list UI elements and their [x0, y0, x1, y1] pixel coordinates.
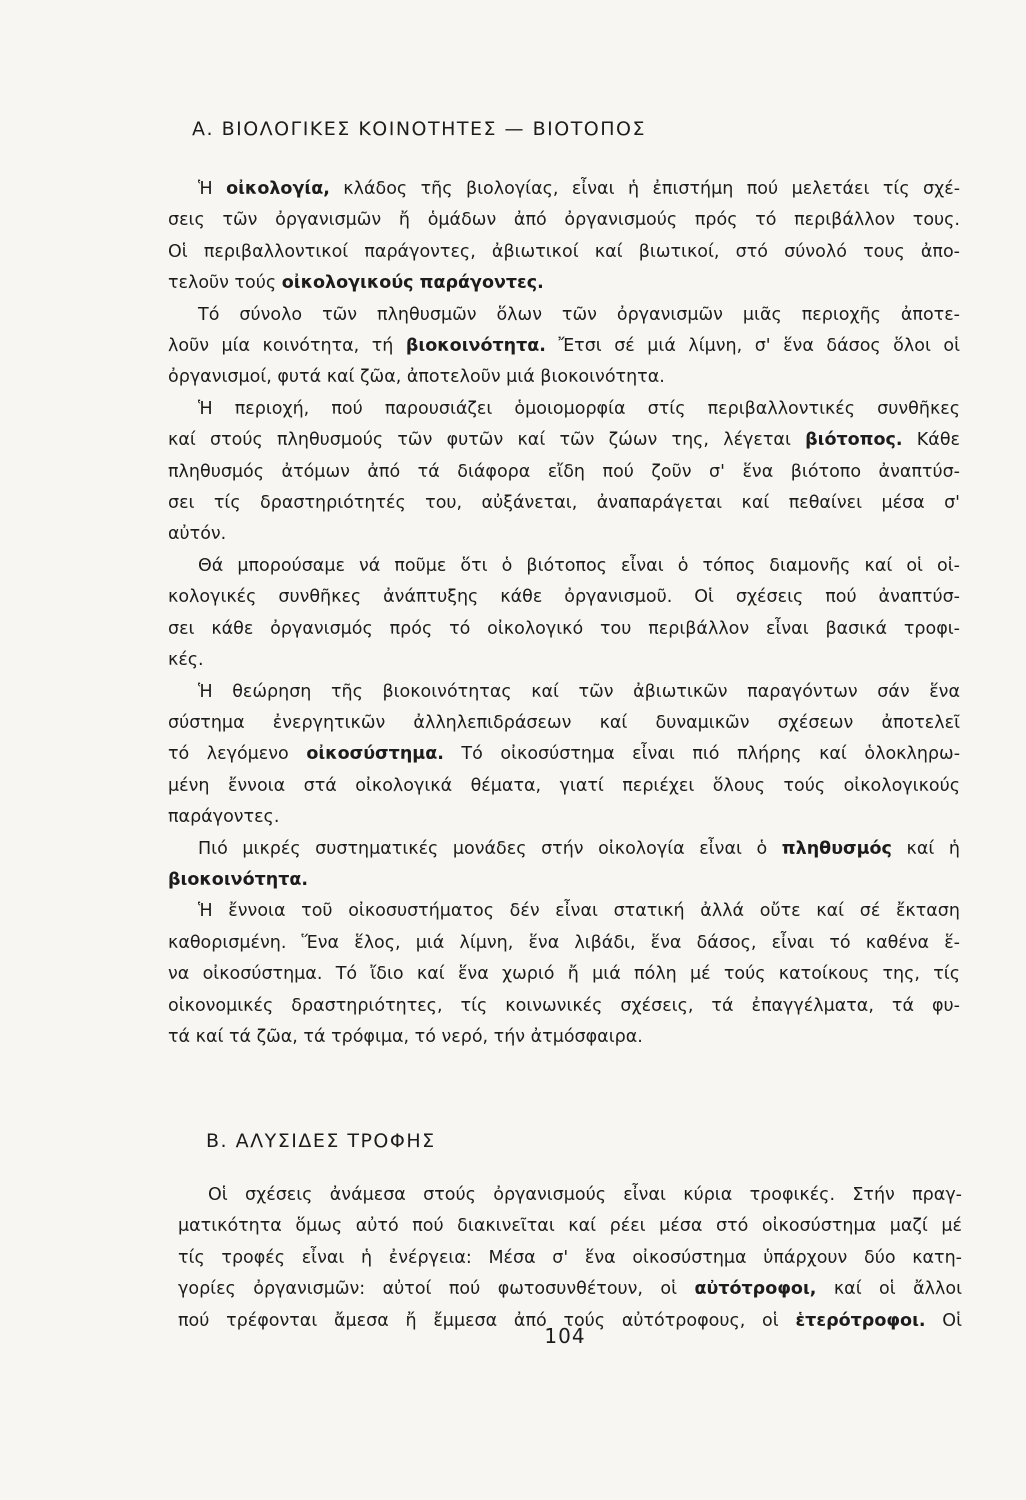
text-run: Ἡ ἔννοια τοῦ οἰκοσυστήματος δέν εἶναι στατική ἀλλά οὔτε καί σέ ἔκταση — [198, 901, 960, 922]
section-heading-biological-communities: Α. ΒΙΟΛΟΓΙΚΕΣ ΚΟΙΝΟΤΗΤΕΣ — ΒΙΟΤΟΠΟΣ — [192, 118, 646, 140]
text-run: Ἔτσι σέ μιά λίμνη, σ' ἕνα δάσος ὅλοι οἱ — [545, 336, 960, 357]
text-run: Οἱ — [925, 1310, 962, 1331]
text-run: τά καί τά ζῶα, τά τρόφιμα, τό νερό, τήν ἀτμόσφαιρα. — [168, 1026, 643, 1047]
bold-term: βιοκοινότητα. — [168, 869, 309, 890]
text-line — [168, 300, 960, 331]
text-line — [168, 394, 960, 425]
section-heading-food-chains: Β. ΑΛΥΣΙΔΕΣ ΤΡΟΦΗΣ — [206, 1130, 436, 1152]
text-run: κές. — [168, 650, 204, 671]
text-run: Ἡ θεώρηση τῆς βιοκοινότητας καί τῶν ἀβιωτικῶν παραγόντων σάν ἕνα — [198, 681, 960, 702]
text-line — [168, 488, 960, 519]
text-line — [168, 519, 960, 550]
text-run: οἰκονομικές δραστηριότητες, τίς κοινωνικές σχέσεις, τά ἐπαγγέλματα, τά φυ- — [168, 995, 960, 1016]
text-line — [178, 1180, 962, 1211]
bold-term: πληθυσμός — [781, 838, 892, 859]
text-run: Τό οἰκοσύστημα εἶναι πιό πλήρης καί ὁλοκληρω- — [443, 744, 961, 765]
text-run: καθορισμένη. Ἕνα ἕλος, μιά λίμνη, ἕνα λιβάδι, ἕνα δάσος, εἶναι τό καθένα ἕ- — [168, 932, 960, 953]
text-line — [168, 457, 960, 488]
text-line — [178, 1274, 962, 1305]
text-run: να οἰκοσύστημα. Τό ἴδιο καί ἕνα χωριό ἤ μιά πόλη μέ τούς κατοίκους της, τίς — [168, 964, 960, 985]
text-line — [168, 362, 960, 393]
text-run: ὀργανισμοί, φυτά καί ζῶα, ἀποτελοῦν μιά βιοκοινότητα. — [168, 367, 665, 388]
text-run: μένη ἔννοια στά οἰκολογικά θέματα, γιατί περιέχει ὅλους τούς οἰκολογικούς — [168, 775, 960, 796]
text-line — [168, 237, 960, 268]
text-run: Οἱ σχέσεις ἀνάμεσα στούς ὀργανισμούς εἶναι κύρια τροφικές. Στήν πραγ- — [208, 1185, 962, 1205]
text-line — [168, 708, 960, 739]
text-run: καί οἱ ἄλλοι — [816, 1279, 962, 1300]
text-run: παράγοντες. — [168, 807, 280, 828]
text-line — [168, 582, 960, 613]
text-line — [168, 614, 960, 645]
text-line — [178, 1243, 962, 1274]
text-line — [168, 834, 960, 865]
text-run: κλάδος τῆς βιολογίας, εἶναι ἡ ἐπιστήμη πού μελετάει τίς σχέ- — [329, 179, 961, 199]
text-run: Θά μπορούσαμε νά ποῦμε ὅτι ὁ βιότοπος εἶναι ὁ τόπος διαμονῆς καί οἱ οἰ- — [198, 555, 960, 576]
bold-term: οἰκοσύστημα. — [306, 744, 444, 765]
bold-term: ἑτερότροφοι. — [795, 1310, 926, 1331]
text-run: σεις τῶν ὀργανισμῶν ἤ ὁμάδων ἀπό ὀργανισμούς πρός τό περιβάλλον τους. — [168, 210, 960, 231]
text-line — [178, 1211, 962, 1242]
text-run: τό λεγόμενο — [168, 744, 307, 765]
text-run: λοῦν μία κοινότητα, τή — [168, 336, 406, 357]
text-line — [168, 425, 960, 456]
section-body-biological-communities — [168, 174, 960, 1053]
text-run: κολογικές συνθῆκες ἀνάπτυξης κάθε ὀργανισμοῦ. Οἱ σχέσεις πού ἀναπτύσ- — [168, 587, 960, 608]
text-run: πληθυσμός ἀτόμων ἀπό τά διάφορα εἴδη πού ζοῦν σ' ἕνα βιότοπο ἀναπτύσ- — [168, 461, 960, 482]
text-line — [168, 677, 960, 708]
text-line — [168, 802, 960, 833]
text-line — [168, 268, 960, 299]
text-line — [168, 174, 960, 205]
text-line — [168, 551, 960, 582]
text-run: Τό σύνολο τῶν πληθυσμῶν ὅλων τῶν ὀργανισμῶν μιᾶς περιοχῆς ἀποτε- — [198, 304, 960, 325]
text-run: Πιό μικρές συστηματικές μονάδες στήν οἰκολογία εἶναι ὁ — [198, 838, 782, 859]
text-line — [168, 1022, 960, 1053]
text-run: ματικότητα ὅμως αὐτό πού διακινεῖται καί ρέει μέσα στό οἰκοσύστημα μαζί μέ — [178, 1216, 962, 1237]
text-line — [168, 331, 960, 362]
text-run: τελοῦν τούς — [168, 273, 282, 294]
text-run: Οἱ περιβαλλοντικοί παράγοντες, ἀβιωτικοί καί βιωτικοί, στό σύνολό τους ἀπο- — [168, 241, 960, 262]
text-line — [168, 991, 960, 1022]
text-line — [168, 771, 960, 802]
text-run: Ἡ — [198, 179, 227, 199]
text-run: καί ἡ — [891, 838, 960, 859]
bold-term: βιοκοινότητα. — [405, 336, 546, 357]
text-line — [168, 739, 960, 770]
text-line — [168, 928, 960, 959]
bold-term: αὐτότροφοι, — [694, 1279, 817, 1300]
bold-term: οἰκολογία, — [226, 179, 330, 199]
section-body-food-chains — [178, 1180, 962, 1337]
text-run: Ἡ περιοχή, πού παρουσιάζει ὁμοιομορφία στίς περιβαλλοντικές συνθῆκες — [198, 398, 960, 419]
text-run: σει κάθε ὀργανισμός πρός τό οἰκολογικό του περιβάλλον εἶναι βασικά τροφι- — [168, 618, 960, 639]
text-run: πού τρέφονται ἄμεσα ἤ ἔμμεσα ἀπό τούς αὐτότροφους, οἱ — [178, 1310, 796, 1331]
text-line — [168, 865, 960, 896]
text-run: τίς τροφές εἶναι ἡ ἐνέργεια: Μέσα σ' ἕνα οἰκοσύστημα ὑπάρχουν δύο κατη- — [178, 1247, 962, 1268]
bold-term: βιότοπος. — [805, 430, 903, 451]
text-line — [168, 896, 960, 927]
text-run: γορίες ὀργανισμῶν: αὐτοί πού φωτοσυνθέτουν, οἱ — [178, 1279, 695, 1300]
text-run: καί στούς πληθυσμούς τῶν φυτῶν καί τῶν ζώων της, λέγεται — [168, 430, 806, 451]
text-run: σύστημα ἐνεργητικῶν ἀλληλεπιδράσεων καί δυναμικῶν σχέσεων ἀποτελεῖ — [168, 712, 960, 733]
text-line — [168, 205, 960, 236]
bold-term: οἰκολογικούς παράγοντες. — [281, 273, 544, 294]
text-line — [168, 645, 960, 676]
text-run: σει τίς δραστηριότητές του, αὐξάνεται, ἀναπαράγεται καί πεθαίνει μέσα σ' — [168, 493, 960, 514]
text-run: Κάθε — [902, 430, 960, 451]
text-run: αὐτόν. — [168, 524, 227, 545]
text-line — [168, 959, 960, 990]
page-number: 104 — [544, 1324, 586, 1348]
